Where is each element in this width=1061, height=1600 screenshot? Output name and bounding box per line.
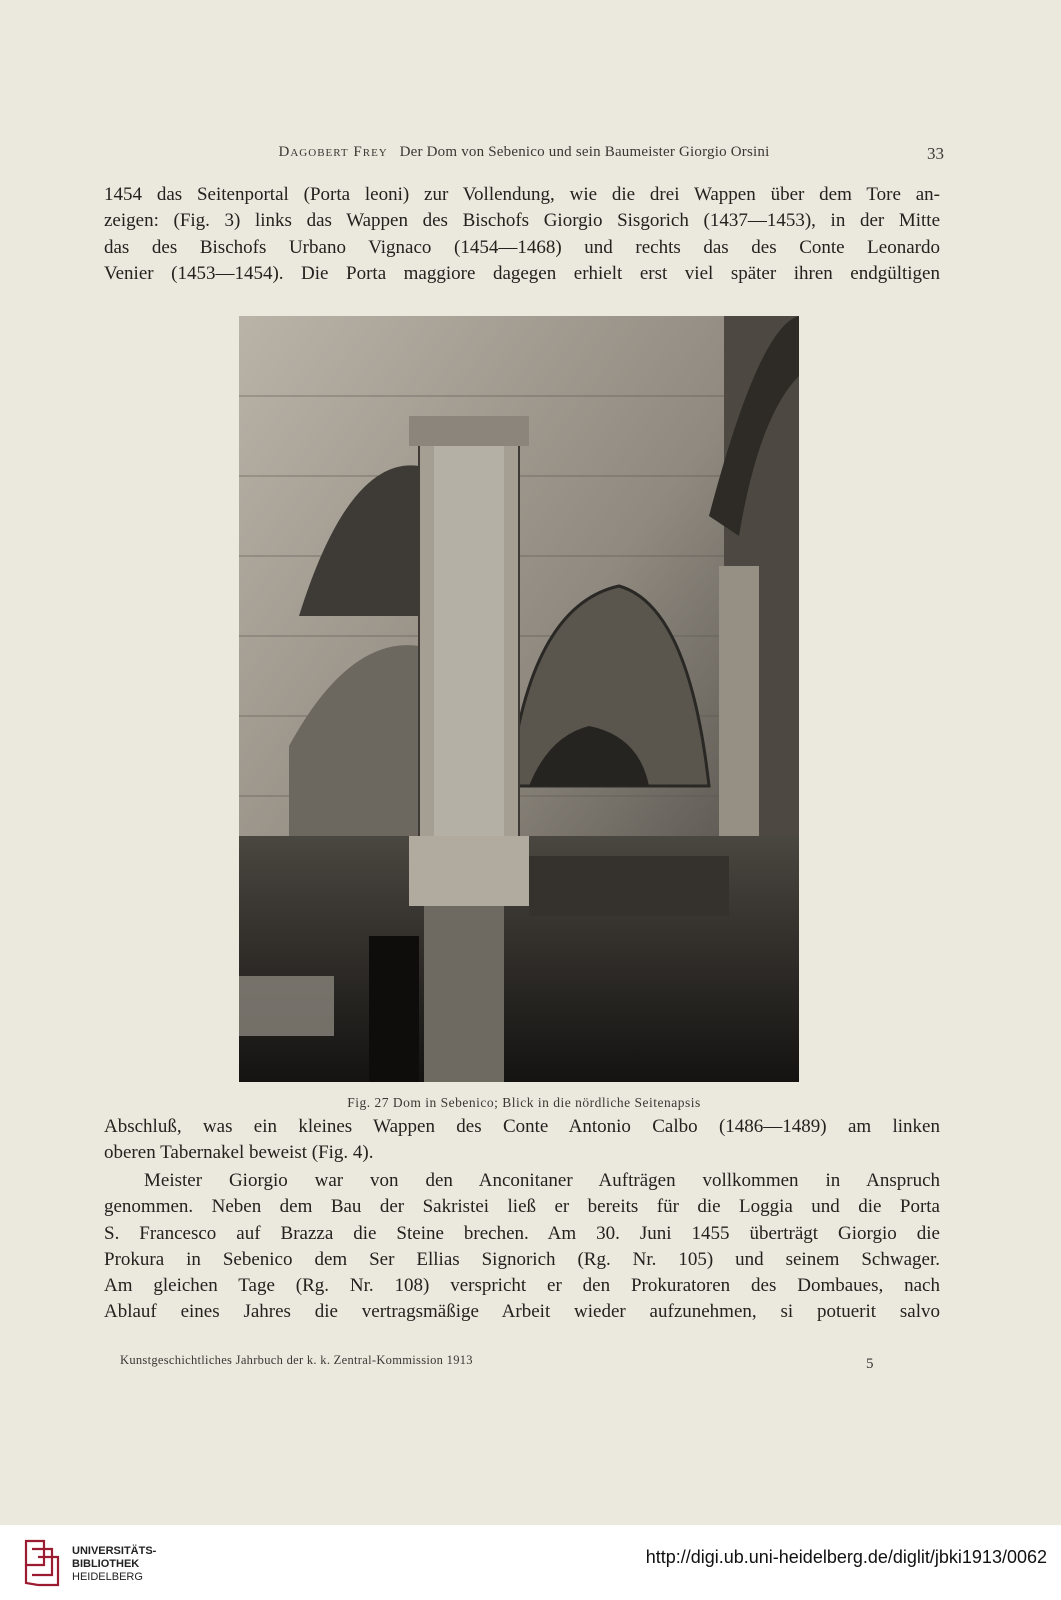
header-title: Der Dom von Sebenico und sein Baumeister Giorgio Orsini	[399, 144, 770, 160]
paragraph-3	[104, 1168, 940, 1326]
paragraph-2	[104, 1114, 940, 1167]
text-line: Meister Giorgio war von den Anconitaner Aufträgen vollkommen in Anspruch	[144, 1170, 940, 1191]
text-line: Am gleichen Tage (Rg. Nr. 108) verspricht er den Prokuratoren des Dombaues, nach	[104, 1275, 940, 1297]
library-name-line1: UNIVERSITÄTS-	[72, 1545, 157, 1557]
figure-photograph	[239, 316, 799, 1082]
journal-footer: Kunstgeschichtliches Jahrbuch der k. k. Zentral-Kommission 1913	[120, 1353, 473, 1367]
library-footer-bar	[0, 1525, 1061, 1600]
figure-caption: Fig. 27 Dom in Sebenico; Blick in die nördliche Seitenapsis	[347, 1095, 701, 1110]
text-line: Prokura in Sebenico dem Ser Ellias Signorich (Rg. Nr. 105) und seinem Schwager.	[104, 1248, 940, 1270]
text-line: Ablauf eines Jahres die vertragsmäßige Arbeit wieder aufzunehmen, si potuerit salvo	[104, 1301, 940, 1323]
running-header	[104, 144, 944, 170]
page-number: 33	[927, 144, 944, 163]
cathedral-apse-photo	[239, 316, 799, 1082]
source-url-link[interactable]: http://digi.ub.uni-heidelberg.de/diglit/jbki1913/0062	[645, 1547, 1047, 1567]
paragraph-1	[104, 182, 940, 287]
header-author: Dagobert Frey	[278, 144, 388, 160]
text-line: oberen Tabernakel beweist (Fig. 4).	[104, 1142, 374, 1164]
library-logo-icon[interactable]	[18, 1535, 63, 1590]
text-line: S. Francesco auf Brazza die Steine brechen. Am 30. Juni 1455 überträgt Giorgio die	[104, 1222, 940, 1244]
text-line: Venier (1453—1454). Die Porta maggiore dagegen erhielt erst viel später ihren endgültigen	[104, 262, 940, 284]
text-line: genommen. Neben dem Bau der Sakristei ließ er bereits für die Loggia und die Porta	[104, 1196, 940, 1218]
library-name	[72, 1545, 156, 1584]
text-line: zeigen: (Fig. 3) links das Wappen des Bischofs Giorgio Sisgorich (1437—1453), in der Mitte	[104, 210, 940, 232]
library-name-line2: BIBLIOTHEK	[72, 1558, 140, 1570]
sheet-number: 5	[866, 1356, 874, 1372]
library-name-line3: HEIDELBERG	[72, 1571, 143, 1583]
text-line: Abschluß, was ein kleines Wappen des Conte Antonio Calbo (1486—1489) am linken	[104, 1116, 940, 1137]
text-line: 1454 das Seitenportal (Porta leoni) zur Vollendung, wie die drei Wappen über dem Tore an-	[104, 184, 940, 205]
text-line: das des Bischofs Urbano Vignaco (1454—1468) und rechts das des Conte Leonardo	[104, 236, 940, 258]
